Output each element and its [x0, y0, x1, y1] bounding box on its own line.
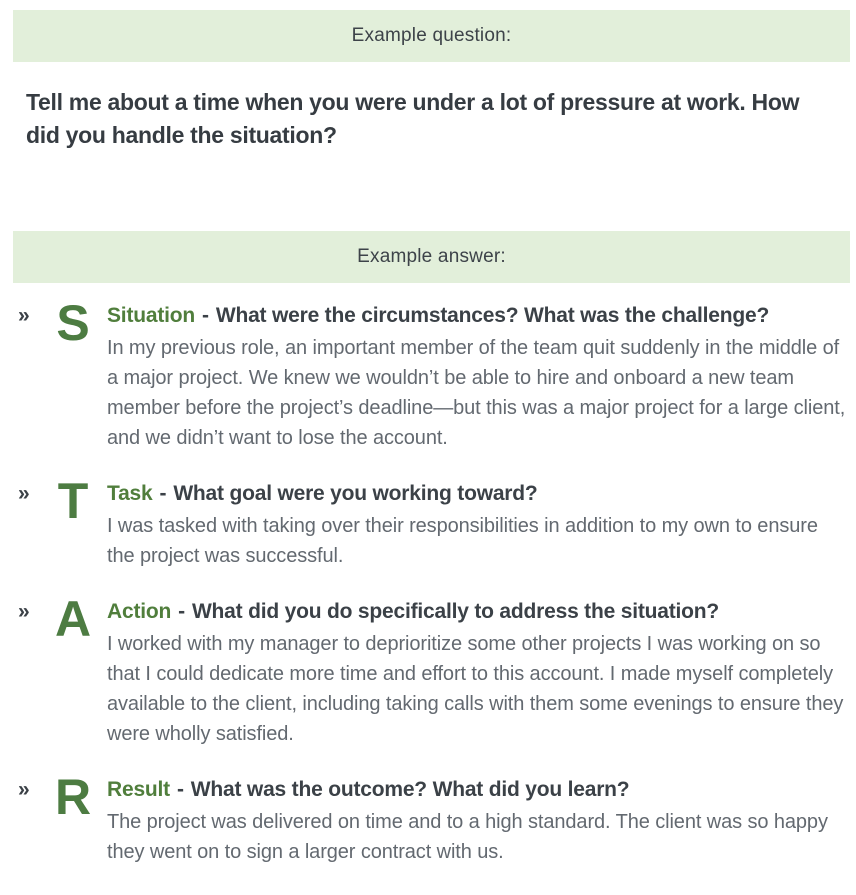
example-answer-banner — [13, 231, 850, 283]
star-sections — [13, 295, 850, 867]
star-letter-s: S — [56, 295, 90, 351]
section-prompt: What goal were you working toward? — [173, 482, 538, 505]
section-body: I was tasked with taking over their responsibilities in addition to my own to ensure the project was successful. — [107, 515, 818, 567]
section-heading — [107, 777, 846, 803]
section-heading — [107, 481, 846, 507]
section-title: Result — [107, 778, 170, 801]
example-answer-label: Example answer: — [357, 246, 506, 267]
heading-separator: - — [159, 482, 167, 505]
section-result — [13, 769, 850, 867]
section-prompt: What was the outcome? What did you learn? — [190, 778, 630, 801]
section-content — [99, 303, 850, 453]
section-prompt: What did you do specifically to address the situation? — [191, 600, 720, 623]
star-letter-t: T — [57, 473, 89, 529]
heading-separator: - — [176, 778, 184, 801]
chevron-bullet-icon: » — [18, 304, 30, 327]
section-heading — [107, 303, 846, 329]
section-content — [99, 481, 850, 571]
section-title: Task — [107, 482, 153, 505]
interview-question-text: Tell me about a time when you were under a lot of pressure at work. How did you handle the situation? — [26, 89, 800, 148]
section-heading — [107, 599, 846, 625]
example-question-label: Example question: — [351, 25, 512, 46]
section-title: Situation — [107, 304, 196, 327]
section-body: The project was delivered on time and to a high standard. The client was so happy they went on to sign a larger contract with us. — [107, 811, 828, 863]
section-body: I worked with my manager to deprioritize some other projects I was working on so that I could dedicate more time and effort to this account. I made myself completely available to the client, including taking calls with them some evenings to ensure they were wholly satisfied. — [107, 633, 844, 745]
section-task — [13, 473, 850, 571]
section-body: In my previous role, an important member of the team quit suddenly in the middle of a major project. We knew we wouldn’t be able to hire and onboard a new team member before the project’s deadline—but this was a major project for a large client, and we didn’t want to lose the account. — [107, 337, 846, 449]
question-block — [13, 86, 850, 231]
section-content — [99, 777, 850, 867]
section-title: Action — [107, 600, 172, 623]
chevron-bullet-icon: » — [18, 778, 30, 801]
example-question-banner — [13, 10, 850, 62]
section-action — [13, 591, 850, 749]
chevron-bullet-icon: » — [18, 600, 30, 623]
star-letter-r: R — [54, 769, 92, 825]
star-letter-a: A — [54, 591, 92, 647]
section-content — [99, 599, 850, 749]
heading-separator: - — [202, 304, 209, 327]
heading-separator: - — [178, 600, 185, 623]
section-prompt: What were the circumstances? What was the challenge? — [215, 304, 770, 327]
section-situation — [13, 295, 850, 453]
chevron-bullet-icon: » — [18, 482, 30, 505]
